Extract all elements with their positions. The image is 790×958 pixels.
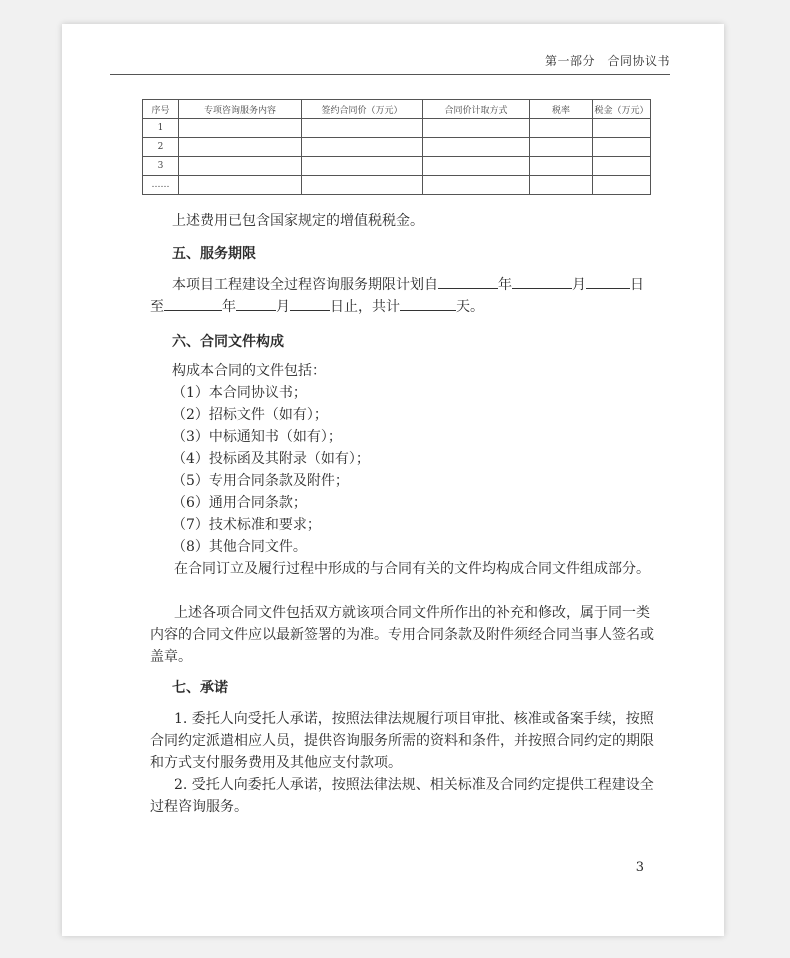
end-year-blank (164, 296, 222, 311)
list-item: （1）本合同协议书； (172, 385, 307, 401)
service-period-line1: 本项目工程建设全过程咨询服务期限计划自 (172, 277, 438, 293)
table-row (143, 157, 651, 176)
commitment-1: 1. 委托人向受托人承诺，按照法律法规履行项目审批、核准或备案手续，按照合同约定派遣相应人员，提供咨询服务所需的资料和条件，并按照合同约定的期限和方式支付服务费用及其他应支付款项。 (150, 711, 654, 771)
col-header: 合同价计取方式 (423, 100, 530, 119)
list-item: （8）其他合同文件。 (172, 539, 307, 555)
col-header: 专项咨询服务内容 (179, 100, 302, 119)
total-days-blank (400, 296, 456, 311)
col-header: 税金（万元） (593, 100, 651, 119)
section6-intro: 构成本合同的文件包括： (172, 363, 326, 379)
commitment-2: 2. 受托人向委托人承诺，按照法律法规、相关标准及合同约定提供工程建设全过程咨询服务。 (150, 777, 654, 815)
start-year-blank (438, 274, 498, 289)
row-index: …… (143, 176, 179, 195)
col-header: 税率 (530, 100, 593, 119)
list-item: （3）中标通知书（如有）； (172, 429, 342, 445)
table-row (143, 138, 651, 157)
section6-para2: 上述各项合同文件包括双方就该项合同文件所作出的补充和修改，属于同一类内容的合同文件应以最新签署的为准。专用合同条款及附件须经合同当事人签名或盖章。 (150, 605, 654, 665)
table-row (143, 119, 651, 138)
list-item: （5）专用合同条款及附件； (172, 473, 349, 489)
table-row (143, 176, 651, 195)
list-item: （4）投标函及其附录（如有）； (172, 451, 370, 467)
section5-title: 五、服务期限 (172, 246, 256, 262)
row-index: 1 (143, 119, 179, 138)
page-header: 第一部分 合同协议书 (544, 54, 670, 68)
start-month-blank (512, 274, 572, 289)
col-header: 签约合同价（万元） (302, 100, 423, 119)
header-rule (110, 74, 670, 75)
end-day-blank (290, 296, 330, 311)
tax-note: 上述费用已包含国家规定的增值税税金。 (172, 213, 424, 229)
section6-title: 六、合同文件构成 (172, 334, 284, 350)
document-list (172, 382, 370, 558)
list-item: （6）通用合同条款； (172, 495, 307, 511)
section7-title: 七、承诺 (172, 680, 228, 696)
row-index: 2 (143, 138, 179, 157)
service-period: 本项目工程建设全过程咨询服务期限计划自 年 月 日 至 年 月 日止，共计 天。 (150, 274, 656, 318)
list-item: （2）招标文件（如有）； (172, 407, 328, 423)
fee-table (142, 99, 651, 195)
row-index: 3 (143, 157, 179, 176)
section6-para1: 在合同订立及履行过程中形成的与合同有关的文件均构成合同文件组成部分。 (174, 561, 650, 577)
page-number: 3 (635, 860, 644, 875)
start-day-blank (586, 274, 630, 289)
end-month-blank (236, 296, 276, 311)
document-page (62, 24, 724, 936)
list-item: （7）技术标准和要求； (172, 517, 321, 533)
table-header-row (143, 100, 651, 119)
col-header: 序号 (143, 100, 179, 119)
